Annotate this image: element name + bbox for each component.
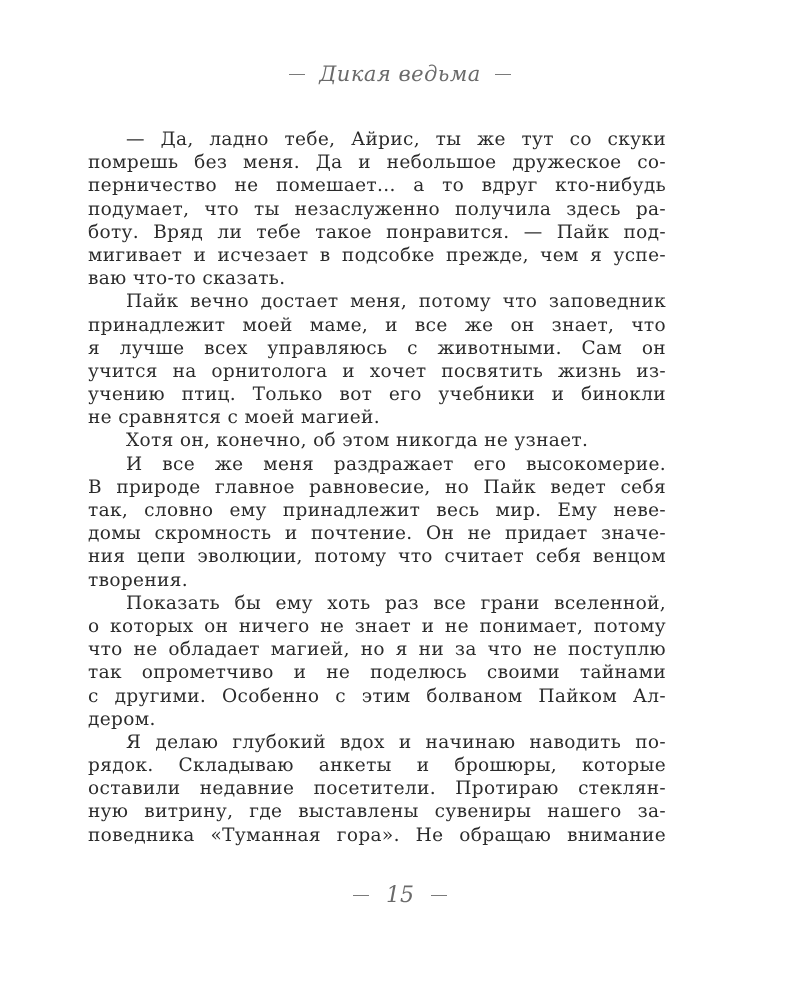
text-line: перничество не помешает... а то вдруг кто-нибудь bbox=[88, 175, 666, 197]
text-line: так опрометчиво и не поделюсь своими тайнами bbox=[88, 662, 666, 684]
text-line: принадлежит моей маме, и все же он знает, что bbox=[88, 314, 666, 336]
text-line: подумает, что ты незаслуженно получила здесь ра- bbox=[88, 198, 666, 220]
paragraph bbox=[88, 453, 666, 592]
paragraph bbox=[88, 128, 666, 290]
text-line: поведника «Туманная гора». Не обращаю внимание bbox=[88, 824, 666, 846]
text-line: ния цепи эволюции, потому что считает себя венцом bbox=[88, 546, 666, 568]
header-right-dash bbox=[495, 74, 511, 75]
footer-right-dash bbox=[431, 895, 447, 896]
text-line: Показать бы ему хоть раз все грани вселенной, bbox=[126, 592, 666, 614]
text-line: о которых он ничего не знает и не понимает, потому bbox=[88, 615, 666, 637]
text-line: Хотя он, конечно, об этом никогда не узнает. bbox=[126, 430, 589, 452]
text-line: В природе главное равновесие, но Пайк ведет себя bbox=[88, 476, 666, 498]
text-line: так, словно ему принадлежит весь мир. Ему неве- bbox=[88, 500, 666, 521]
text-line: не сравнятся с моей магией. bbox=[88, 407, 380, 429]
text-line: рядок. Складываю анкеты и брошюры, которые bbox=[88, 755, 666, 777]
text-line: с другими. Особенно с этим болваном Пайком Ал- bbox=[88, 685, 666, 707]
header-left-dash bbox=[289, 74, 305, 75]
text-line: я лучше всех управляюсь с животными. Сам он bbox=[88, 337, 666, 359]
text-line: дером. bbox=[88, 708, 156, 730]
book-title: Дикая ведьма bbox=[319, 62, 481, 86]
paragraph bbox=[88, 592, 666, 731]
text-line: учится на орнитолога и хочет посвятить жизнь из- bbox=[88, 360, 666, 382]
page-footer bbox=[0, 883, 800, 908]
text-line: помрешь без меня. Да и небольшое дружеское со- bbox=[88, 152, 666, 174]
text-line: оставили недавние посетители. Протираю стеклян- bbox=[88, 778, 666, 800]
text-line: боту. Вряд ли тебе такое понравится. — Пайк под- bbox=[88, 221, 666, 243]
text-line: домы скромность и почтение. Он не придает значе- bbox=[88, 523, 666, 545]
text-line: что не обладает магией, но я ни за что не поступлю bbox=[88, 639, 666, 661]
paragraph bbox=[88, 731, 666, 847]
page-number: 15 bbox=[386, 883, 414, 908]
text-line: мигивает и исчезает в подсобке прежде, чем я успе- bbox=[88, 244, 666, 266]
text-line: Пайк вечно достает меня, потому что заповедник bbox=[126, 291, 666, 313]
footer-left-dash bbox=[353, 895, 369, 896]
text-line: ную витрину, где выставлены сувениры нашего за- bbox=[88, 801, 666, 823]
text-line: Я делаю глубокий вдох и начинаю наводить по- bbox=[126, 731, 666, 753]
running-header bbox=[0, 62, 800, 86]
text-line: — Да, ладно тебе, Айрис, ты же тут со скуки bbox=[126, 129, 666, 150]
text-line: ваю что-то сказать. bbox=[88, 268, 286, 290]
paragraph bbox=[88, 429, 666, 452]
paragraph bbox=[88, 290, 666, 429]
text-line: творения. bbox=[88, 569, 188, 591]
text-line: И все же меня раздражает его высокомерие. bbox=[126, 453, 666, 475]
text-line: учению птиц. Только вот его учебники и бинокли bbox=[88, 384, 666, 406]
body-text bbox=[88, 128, 666, 847]
